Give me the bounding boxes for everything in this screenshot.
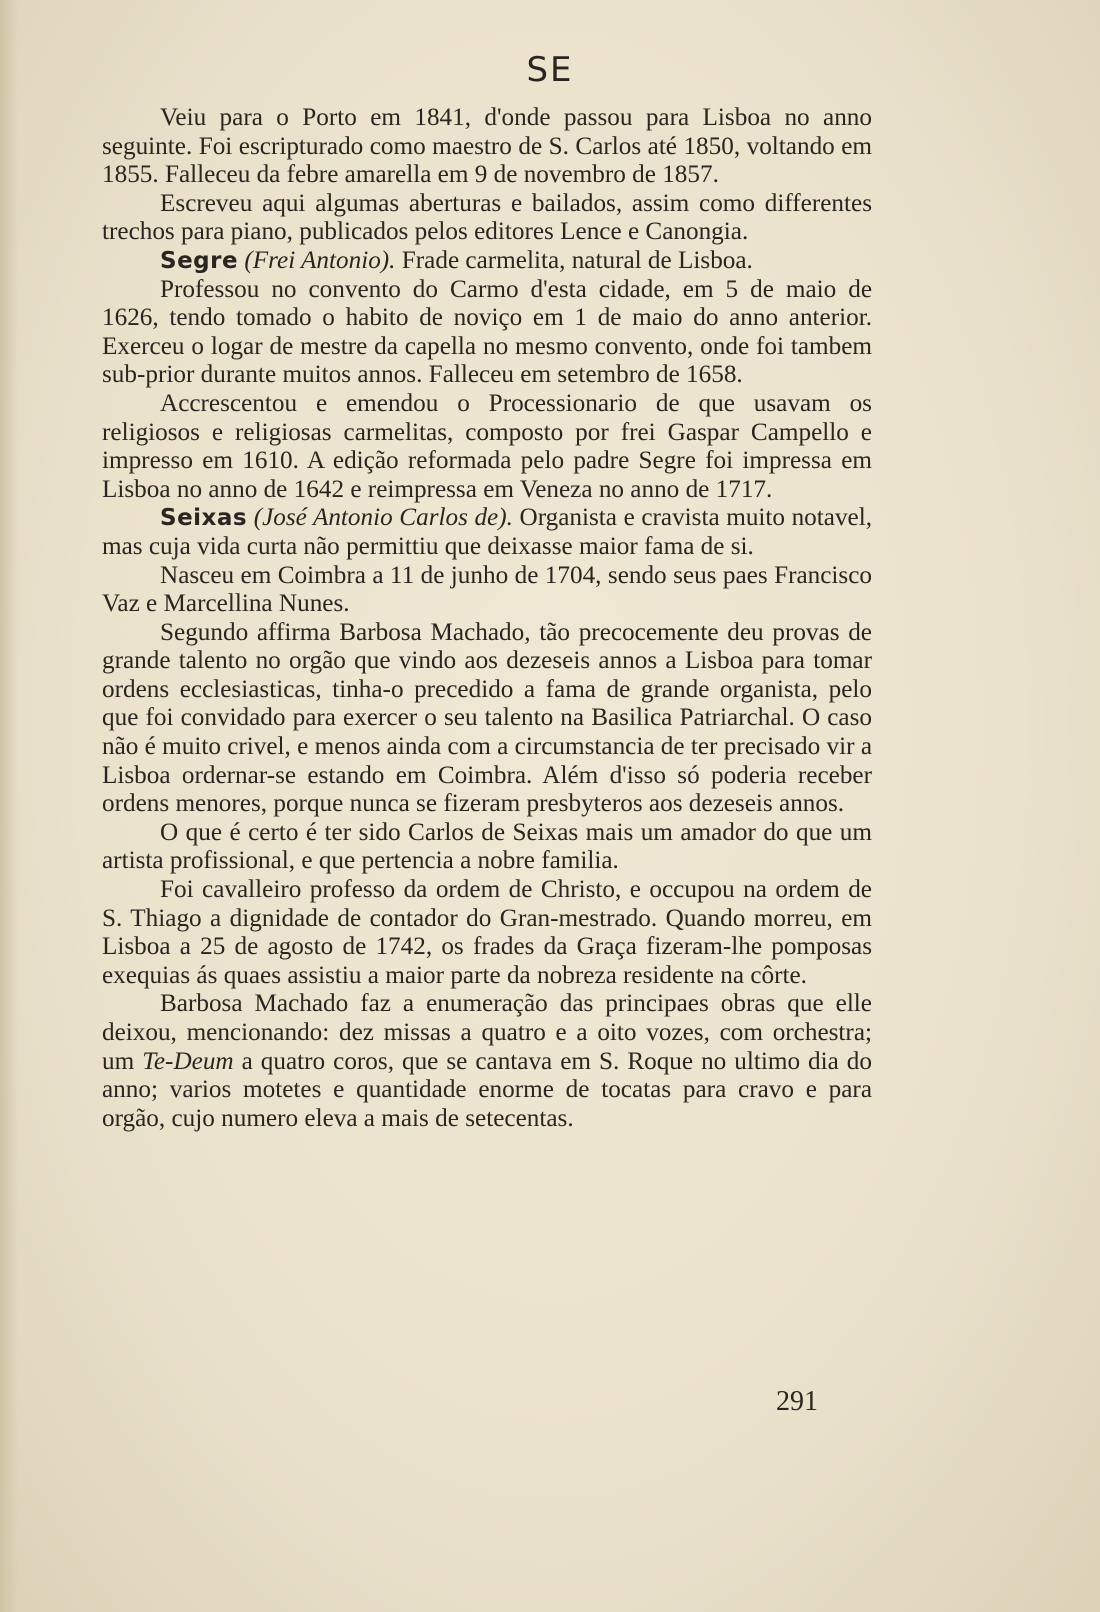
italic-title: Te-Deum [142, 1047, 234, 1075]
paragraph: Escreveu aqui algumas aberturas e bailados, assim como differentes trechos para piano, publicados pelos editores Lence e Canongia. [102, 189, 872, 246]
paragraph: Accrescentou e emendou o Processionario de que usavam os religiosos e religiosas carmelitas, composto por frei Gaspar Campello e impresso em 1610. A edição reformada pelo padre Segre foi impressa em Lisboa no anno de 1642 e reimpressa em Veneza no anno de 1717. [102, 389, 872, 503]
paragraph [102, 990, 872, 1133]
entry-text: Frade carmelita, natural de Lisboa. [395, 246, 753, 274]
page-number: 291 [776, 1386, 818, 1417]
entry-headword: Segre [160, 247, 239, 274]
paragraph: Nasceu em Coimbra a 11 de junho de 1704, sendo seus paes Francisco Vaz e Marcellina Nunes. [102, 561, 872, 618]
entry-text: Organista e cravista muito notavel, mas cuja vida curta não permittiu que deixasse maior fama de si. [102, 504, 873, 560]
paragraph-text: a quatro coros, que se cantava em S. Roque no ultimo dia do anno; varios motetes e quantidade enorme de tocatas para cravo e para orgão, cujo numero eleva a mais de setecentas. [102, 1047, 872, 1132]
paragraph: Foi cavalleiro professo da ordem de Christo, e occupou na ordem de S. Thiago a dignidade de contador do Gran-mestrado. Quando morreu, em Lisboa a 25 de agosto de 1742, os frades da Graça fizeram-lhe pomposas exequias ás quaes assistiu a maior parte da nobreza residente na côrte. [102, 876, 872, 989]
running-header: SE [526, 50, 574, 90]
paragraph: Segundo affirma Barbosa Machado, tão precocemente deu provas de grande talento no orgão que vindo aos dezeseis annos a Lisboa para tomar ordens ecclesiasticas, tinha-o precedido a fama de grande organista, pelo que foi convidado para exercer o seu talento na Basilica Patriarchal. O caso não é muito crivel, e menos ainda com a circumstancia de ter precisado vir a Lisboa ordernar-se estando em Coimbra. Além d'isso só poderia receber ordens menores, porque nunca se fizeram presbyteros aos dezeseis annos. [102, 618, 873, 818]
paragraph-text: Barbosa Machado faz a enumeração das principaes obras que elle deixou, mencionando: dez missas a quatro e a oito vozes, com orchestra; um [102, 990, 872, 1075]
paragraph: Professou no convento do Carmo d'esta cidade, em 5 de maio de 1626, tendo tomado o habito de noviço em 1 de maio do anno anterior. Exerceu o logar de mestre da capella no mesmo convento, onde foi tambem sub-prior durante muitos annos. Falleceu em setembro de 1658. [102, 275, 872, 389]
dictionary-entry-segre [102, 247, 872, 276]
entry-qualifier: (Frei Antonio). [244, 246, 396, 274]
paragraph: O que é certo é ter sido Carlos de Seixas mais um amador do que um artista profissional, e que pertencia a nobre familia. [102, 818, 872, 875]
page-spine-shadow [0, 0, 18, 1612]
paragraph: Veiu para o Porto em 1841, d'onde passou para Lisboa no anno seguinte. Foi escripturado como maestro de S. Carlos até 1850, voltando em 1855. Falleceu da febre amarella em 9 de novembro de 1857. [102, 104, 872, 189]
body-text [102, 104, 872, 1133]
entry-qualifier: (José Antonio Carlos de). [253, 504, 513, 532]
entry-headword: Seixas [160, 505, 248, 532]
dictionary-entry-seixas [102, 504, 872, 561]
